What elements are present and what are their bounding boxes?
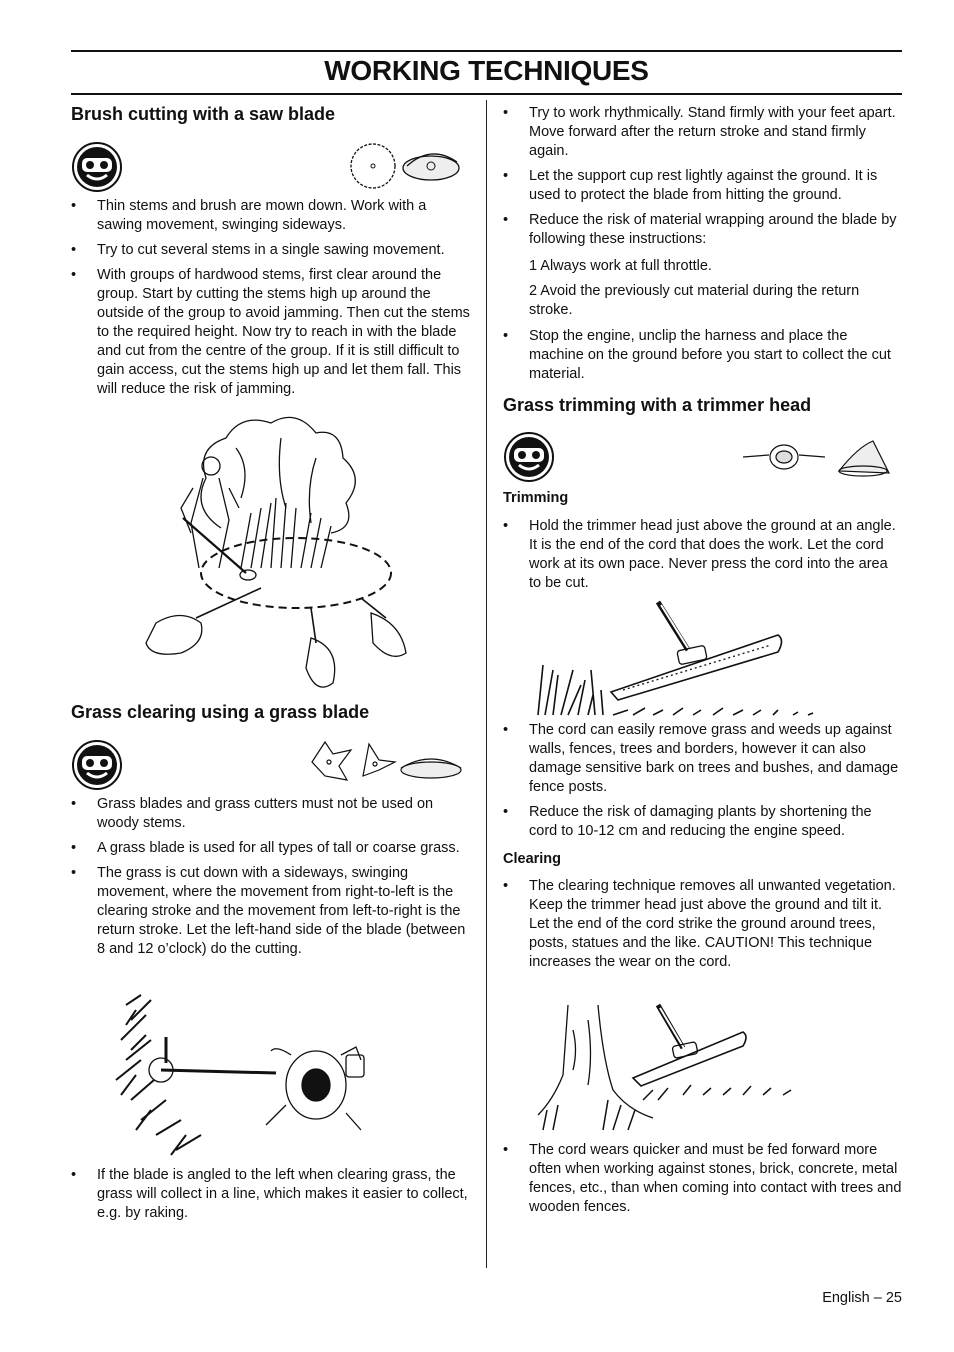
list-item: • Let the support cup rest lightly against the ground. It is used to protect the blade from hitting the ground. [503,167,903,205]
list-item: • Stop the engine, unclip the harness and place the machine on the ground before you start to collect the cut material. [503,327,903,384]
list-item: • With groups of hardwood stems, first clear around the group. Start by cutting the stems high up around the outside of the group to avoid jamming. Then cut the stems to the required height. Now try to reach in with the blade and cut from the centre of the group. If it is still difficult to gain access, cut the stems high up and let them fall. This will reduce the risk of jamming. [71,266,471,399]
list-item: • A grass blade is used for all types of tall or coarse grass. [71,839,471,858]
list-item: • The cord wears quicker and must be fed forward more often when working against stones, brick, concrete, metal fences, etc., than when coming into contact with trees and wooden fences. [503,1141,903,1217]
list-item: • The clearing technique removes all unwanted vegetation. Keep the trimmer head just above the ground and tilt it. Let the end of the cord strike the ground around trees, posts, statues and the like. CAUTION! This technique increases the wear on the cord. [503,877,903,972]
title-rule-bottom [71,93,902,95]
protective-equipment-icon [71,141,123,193]
page-footer: English – 25 [822,1290,902,1306]
clearing-illustration [533,1000,803,1135]
clearing-label: Clearing [503,851,562,867]
column-divider [486,100,487,1268]
grass-blade-bullets [71,795,471,965]
list-item: • Hold the trimmer head just above the ground at an angle. It is the end of the cord that does the work. Let the cord work at its own pace. Never press the cord into the area to be cut. [503,517,903,593]
list-item: • Reduce the risk of damaging plants by shortening the cord to 10-12 cm and reducing the engine speed. [503,803,903,841]
list-item: • Try to work rhythmically. Stand firmly with your feet apart. Move forward after the return stroke and stand firmly again. [503,104,903,161]
trimming-bullets [503,517,903,599]
rhythm-bullets [503,104,903,255]
list-item: • The grass is cut down with a sideways, swinging movement, where the movement from right-to-left is the clearing stroke and the movement from left-to-right is the return stroke. Let the left-hand side of the blade (between 8 and 12 o’clock) do the cutting. [71,864,471,959]
step-2: 2 Avoid the previously cut material during the return stroke. [529,283,860,318]
saw-blade-icon [347,140,467,192]
list-item: • If the blade is angled to the left when clearing grass, the grass will collect in a line, which makes it easier to collect, e.g. by raking. [71,1166,471,1223]
protective-equipment-icon [503,431,555,483]
trimming-label: Trimming [503,490,569,506]
clearing-bullets-after [503,1141,903,1223]
grass-clearing-illustration [106,985,366,1160]
brush-cutting-illustration [111,408,411,696]
page-title: WORKING TECHNIQUES [324,55,649,86]
trimming-illustration [533,600,823,718]
section-heading-saw-blade: Brush cutting with a saw blade [71,104,336,124]
trimming-bullets-after [503,721,903,847]
list-item: • Thin stems and brush are mown down. Work with a sawing movement, swinging sideways. [71,197,471,235]
grass-blade-icon [307,740,463,782]
list-item: • Try to cut several stems in a single sawing movement. [71,241,471,260]
saw-blade-bullets [71,197,471,405]
stop-engine-bullets [503,327,903,390]
list-item: • The cord can easily remove grass and weeds up against walls, fences, trees and borders, however it can also damage sensitive bark on trees and bushes, and damage fence posts. [503,721,903,797]
title-rule-top [71,50,902,52]
list-item: • Reduce the risk of material wrapping around the blade by following these instructions: [503,211,903,249]
section-heading-trimmer-head: Grass trimming with a trimmer head [503,395,812,415]
list-item: • Grass blades and grass cutters must not be used on woody stems. [71,795,471,833]
trimmer-head-icon [743,439,891,479]
step-1: 1 Always work at full throttle. [529,258,712,274]
clearing-bullets [503,877,903,978]
grass-blade-bullets-after [71,1166,471,1229]
section-heading-grass-blade: Grass clearing using a grass blade [71,702,370,722]
protective-equipment-icon [71,739,123,791]
